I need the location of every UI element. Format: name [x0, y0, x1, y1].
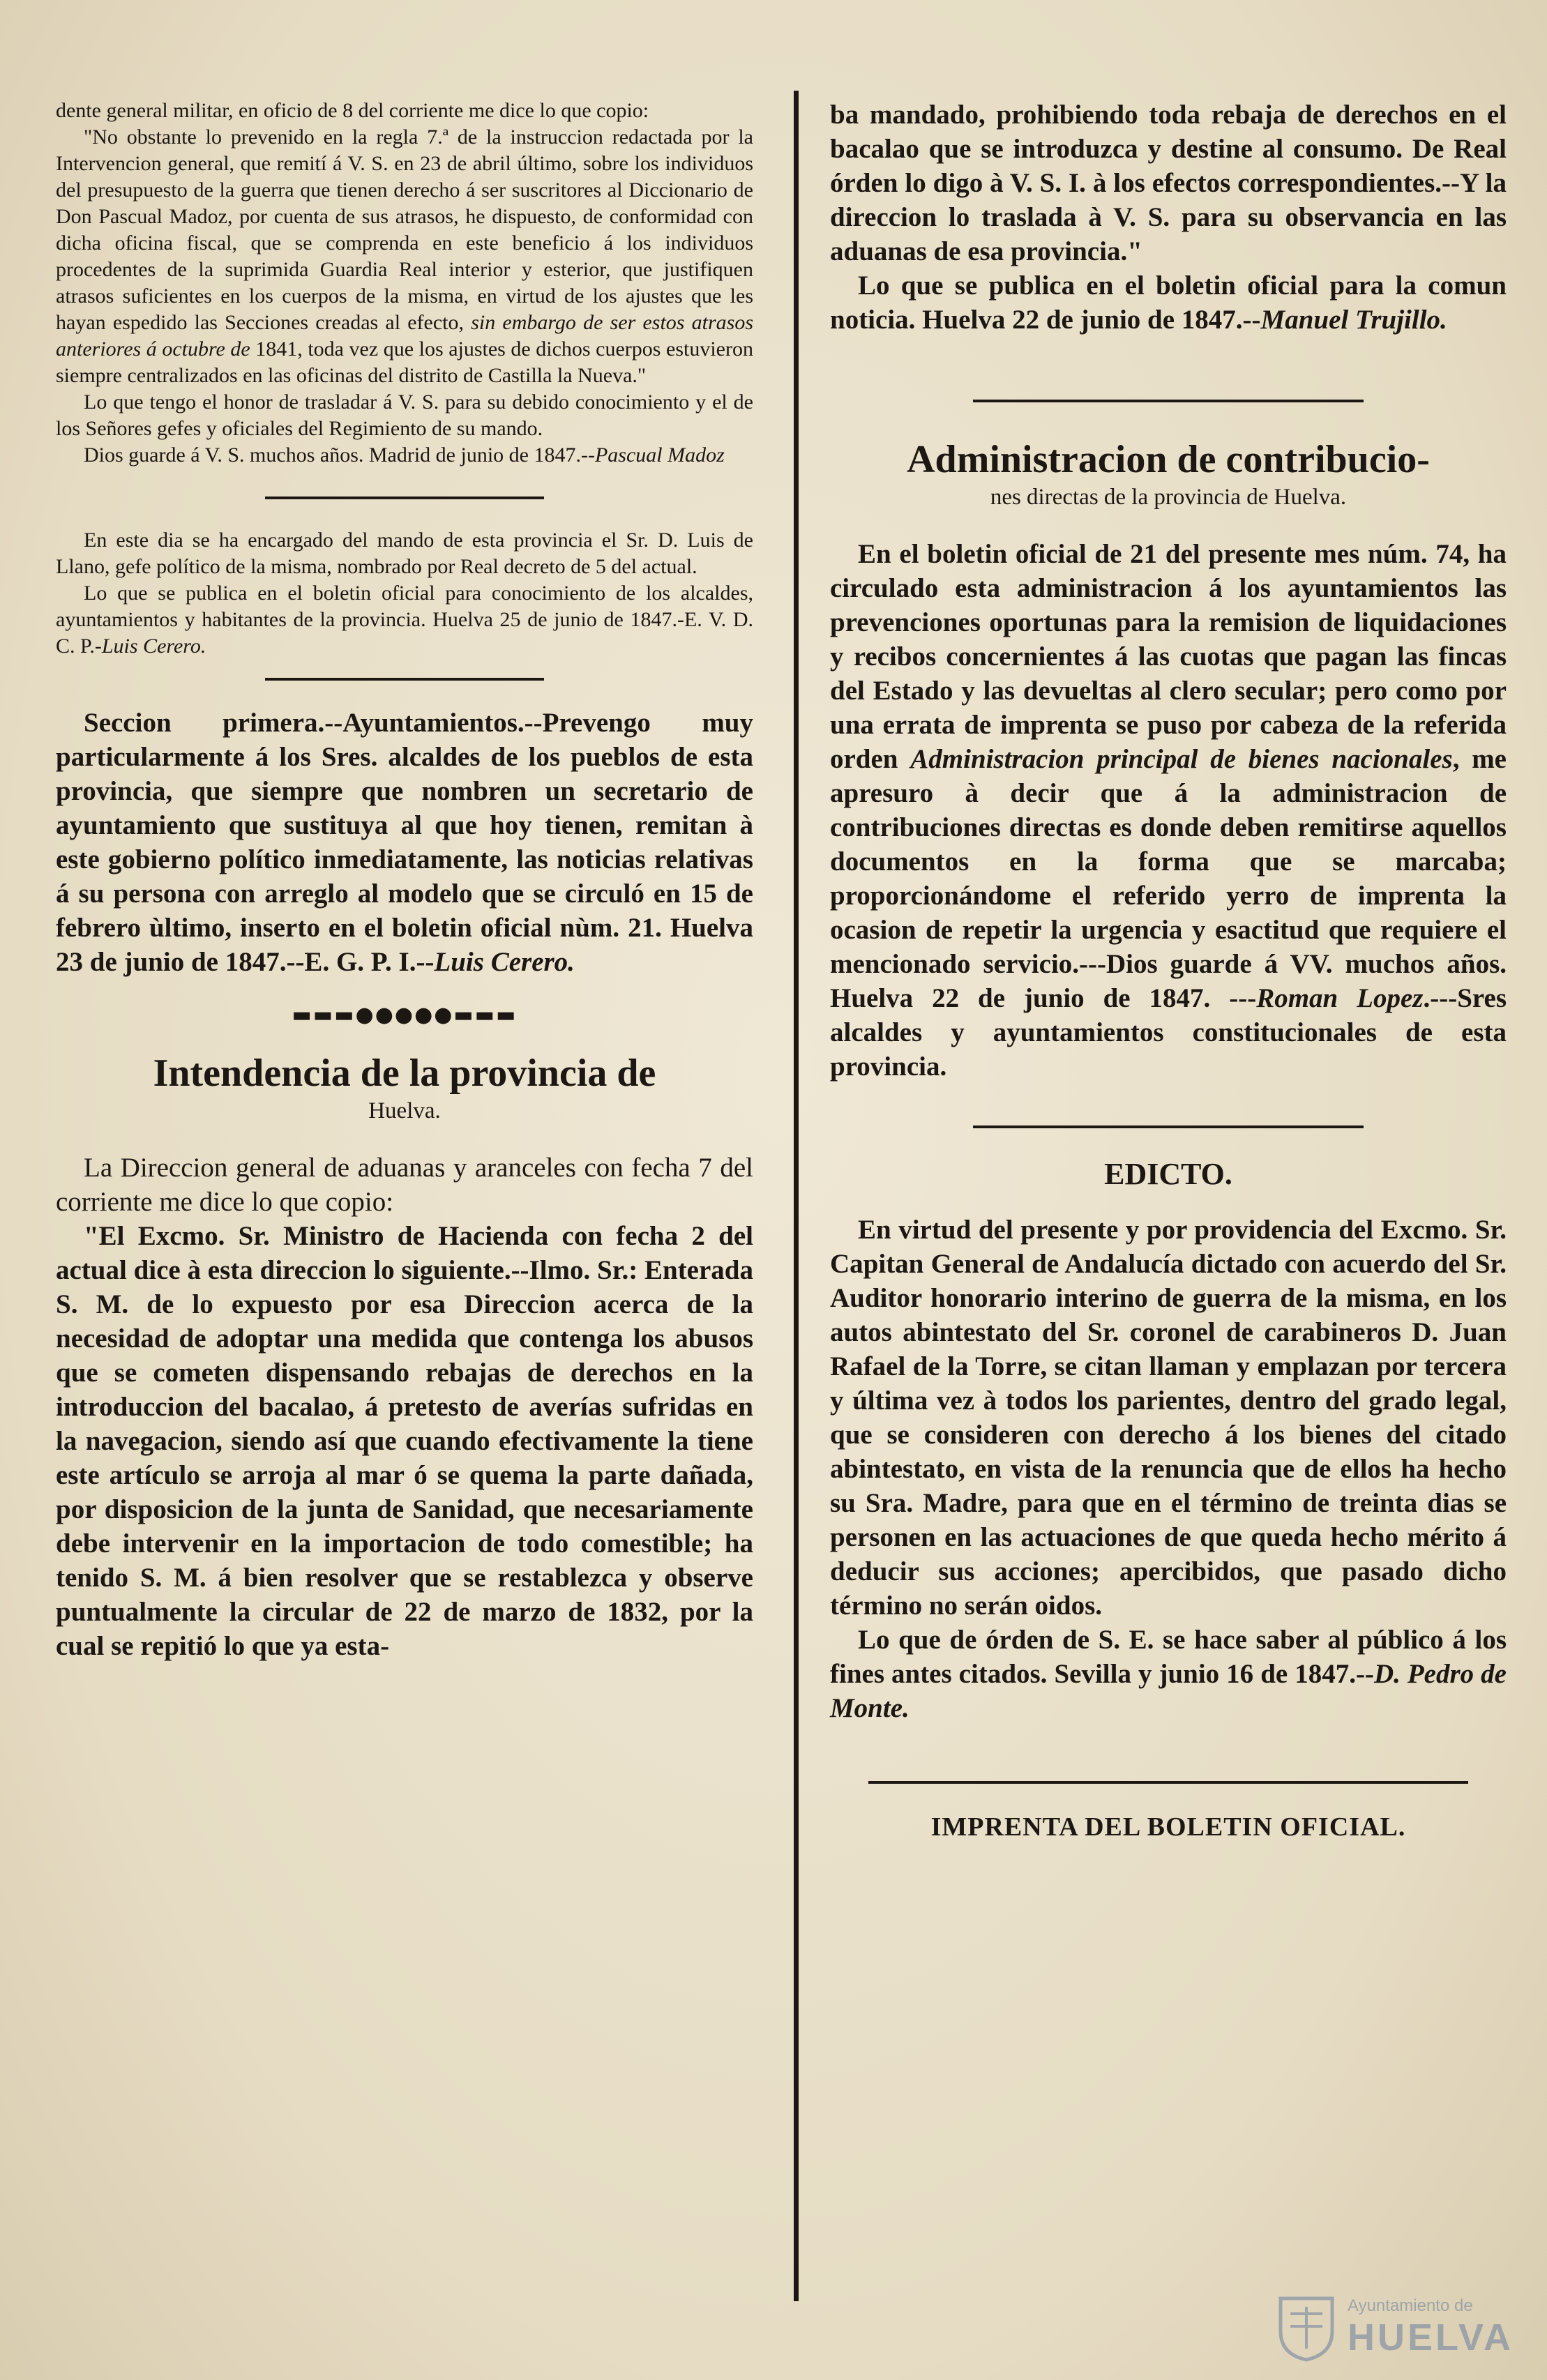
intendencia-intro: La Direccion general de aduanas y aranceles con fecha 7 del corriente me dice lo que copio:	[56, 1153, 753, 1217]
intro-paragraph: dente general militar, en oficio de 8 del corriente me dice lo que copio:	[56, 99, 649, 122]
edicto-closing-text: Lo que de órden de S. E. se hace saber al público á los fines antes citados. Sevilla y junio 16 de 1847.--	[830, 1625, 1507, 1689]
intro-quote-part2: 1841, toda vez que los ajustes de dichos cuerpos estuvieron siempre centralizados en las oficinas del distrito de Castilla la Nueva."	[56, 338, 753, 387]
gefe-signature: Luis Cerero.	[101, 635, 206, 658]
column-divider	[794, 91, 799, 2301]
continuation-publication-text: Lo que se publica en el boletin oficial para la comun noticia. Huelva 22 de junio de 1847.--	[830, 271, 1507, 335]
divider-1	[265, 497, 544, 499]
divider-5	[868, 1781, 1468, 1784]
gefe-notice: En este dia se ha encargado del mando de esta provincia el Sr. D. Luis de Llano, gefe político de la misma, nombrado por Real decreto de 5 del actual.	[56, 529, 753, 578]
ornament-divider: ▬▬▬●●●●●▬▬▬	[292, 1003, 518, 1027]
intro-signature: Pascual Madoz	[594, 444, 725, 467]
intro-closing	[56, 442, 753, 469]
gefe-publication	[56, 580, 753, 660]
watermark-line1: Ayuntamiento de	[1348, 2296, 1473, 2315]
administracion-body	[830, 537, 1507, 1084]
seccion-signature: Luis Cerero.	[434, 947, 575, 977]
watermark-line2: HUELVA	[1348, 2317, 1514, 2358]
continuation-publication	[830, 268, 1507, 337]
intendencia-subheading: Huelva.	[368, 1098, 441, 1123]
intro-quote	[56, 124, 753, 389]
intro-quote-part1: "No obstante lo prevenido en la regla 7.ª de la instruccion redactada por la Intervencion general, que remití á V. S. en 23 de abril último, sobre los individuos del presupuesto de la guerra que tienen derecho á ser suscritores al Diccionario de Don Pascual Madoz, por cuenta de sus atrasos, he dispuesto, de conformidad con dicha oficina fiscal, que se comprenda en este beneficio á los individuos procedentes de la suprimida Guardia Real interior y esterior, que justifiquen atrasos suficientes en los cuerpos de la misma, en virtud de los ajustes que les hayan espedido las Secciones creadas al efecto,	[56, 126, 753, 334]
divider-3	[973, 400, 1364, 402]
right-column	[830, 98, 1507, 1842]
edicto-body: En virtud del presente y por providencia del Excmo. Sr. Capitan General de Andalucía dictado con acuerdo del Sr. Auditor honorario interino de guerra de la misma, en los autos abintestato del Sr. coronel de carabineros D. Juan Rafael de la Torre, se citan llaman y emplazan por tercera y última vez à todos los parientes, dentro del grado legal, que se consideren con derecho á los bienes del citado abintestato, en vista de la renuncia que de ellos ha hecho su Sra. Madre, para que en el término de treinta dias se personen en las actuaciones de que queda hecho mérito á deducir sus acciones; apercibidos, que pasado dicho término no serán oidos.	[830, 1215, 1507, 1621]
intendencia-heading: Intendencia de la provincia de	[153, 1052, 656, 1095]
intendencia-body: "El Excmo. Sr. Ministro de Hacienda con fecha 2 del actual dice à esta direccion lo siguiente.--Ilmo. Sr.: Enterada S. M. de lo expuesto por esa Direccion acerca de la necesidad de adoptar una medida que contenga los abusos que se cometen dispensando rebajas de derechos en la introduccion del bacalao, á pretesto de averías sufridas en la navegacion, siendo así que cuando efectivamente la tiene este artículo se arroja al mar ó se quema la parte dañada, por disposicion de la junta de Sanidad, que necesariamente debe intervenir en la importacion de todo comestible; ha tenido S. M. á bien resolver que se restablezca y observe puntualmente la circular de 22 de marzo de 1832, por la cual se repitió lo que ya esta-	[56, 1221, 753, 1661]
coat-of-arms-icon	[1275, 2293, 1338, 2363]
edicto-heading: EDICTO.	[1104, 1157, 1232, 1191]
left-column	[56, 98, 753, 1663]
administracion-body-part2: , me apresuro à decir que á la administracion de contribuciones directas es donde deben remitirse aquellos documentos en la forma que se marcaba; proporcionándome el referido yerro de imprenta la ocasion de repetir la urgencia y esactitud que requiere el mencionado servicio.---Dios guarde á VV. muchos años. Huelva 22 de junio de 1847. ---	[830, 744, 1507, 1013]
intro-transfer: Lo que tengo el honor de trasladar á V. S. para su debido conocimiento y el de los Señores gefes y oficiales del Regimiento de su mando.	[56, 391, 753, 440]
continuation-paragraph: ba mandado, prohibiendo toda rebaja de derechos en el bacalao que se introduzca y destine al consumo. De Real órden lo digo à V. S. I. à los efectos correspondientes.--Y la direccion lo traslada à V. S. para su observancia en las aduanas de esa provincia."	[830, 100, 1507, 266]
seccion-notice	[56, 706, 753, 979]
divider-2	[265, 678, 544, 681]
printer-imprint: IMPRENTA DEL BOLETIN OFICIAL.	[930, 1812, 1406, 1842]
divider-4	[973, 1125, 1364, 1128]
trujillo-signature: Manuel Trujillo.	[1260, 305, 1447, 335]
watermark-text	[1348, 2296, 1514, 2359]
intro-quote-italic: sin embargo de ser estos atrasos anteriores á octubre de	[56, 311, 753, 361]
administracion-heading: Administracion de contribucio-	[907, 438, 1430, 481]
administracion-italic-title: Administracion principal de bienes nacionales	[910, 744, 1453, 774]
gefe-publication-text: Lo que se publica en el boletin oficial para conocimiento de los alcaldes, ayuntamientos y habitantes de la provincia. Huelva 25 de junio de 1847.-E. V. D. C. P.-	[56, 582, 753, 658]
edicto-closing	[830, 1623, 1507, 1725]
administracion-body-part1: En el boletin oficial de 21 del presente mes núm. 74, ha circulado esta administracion á los ayuntamientos las prevenciones oportunas para la remision de liquidaciones y recibos concernientes á las cuotas que pagan las fincas del Estado y las devueltas al clero secular; pero como por una errata de imprenta se puso por cabeza de la referida orden	[830, 539, 1507, 774]
monte-signature: D. Pedro de Monte.	[830, 1659, 1507, 1723]
lopez-signature: Roman Lopez	[1256, 983, 1424, 1013]
seccion-text: Seccion primera.--Ayuntamientos.--Prevengo muy particularmente á los Sres. alcaldes de los pueblos de esta provincia, que siempre que nombren un secretario de ayuntamiento que sustituya al que hoy tienen, remitan à este gobierno político inmediatamente, las noticias relativas á su persona con arreglo al modelo que se circuló en 15 de febrero ùltimo, inserto en el boletin oficial nùm. 21. Huelva 23 de junio de 1847.--E. G. P. I.--	[56, 708, 753, 977]
administracion-subheading: nes directas de la provincia de Huelva.	[990, 485, 1347, 510]
archive-watermark	[1275, 2289, 1533, 2366]
administracion-body-part3: .---Sres alcaldes y ayuntamientos constitucionales de esta provincia.	[830, 983, 1507, 1082]
intro-closing-text: Dios guarde á V. S. muchos años. Madrid de junio de 1847.--	[84, 444, 595, 467]
